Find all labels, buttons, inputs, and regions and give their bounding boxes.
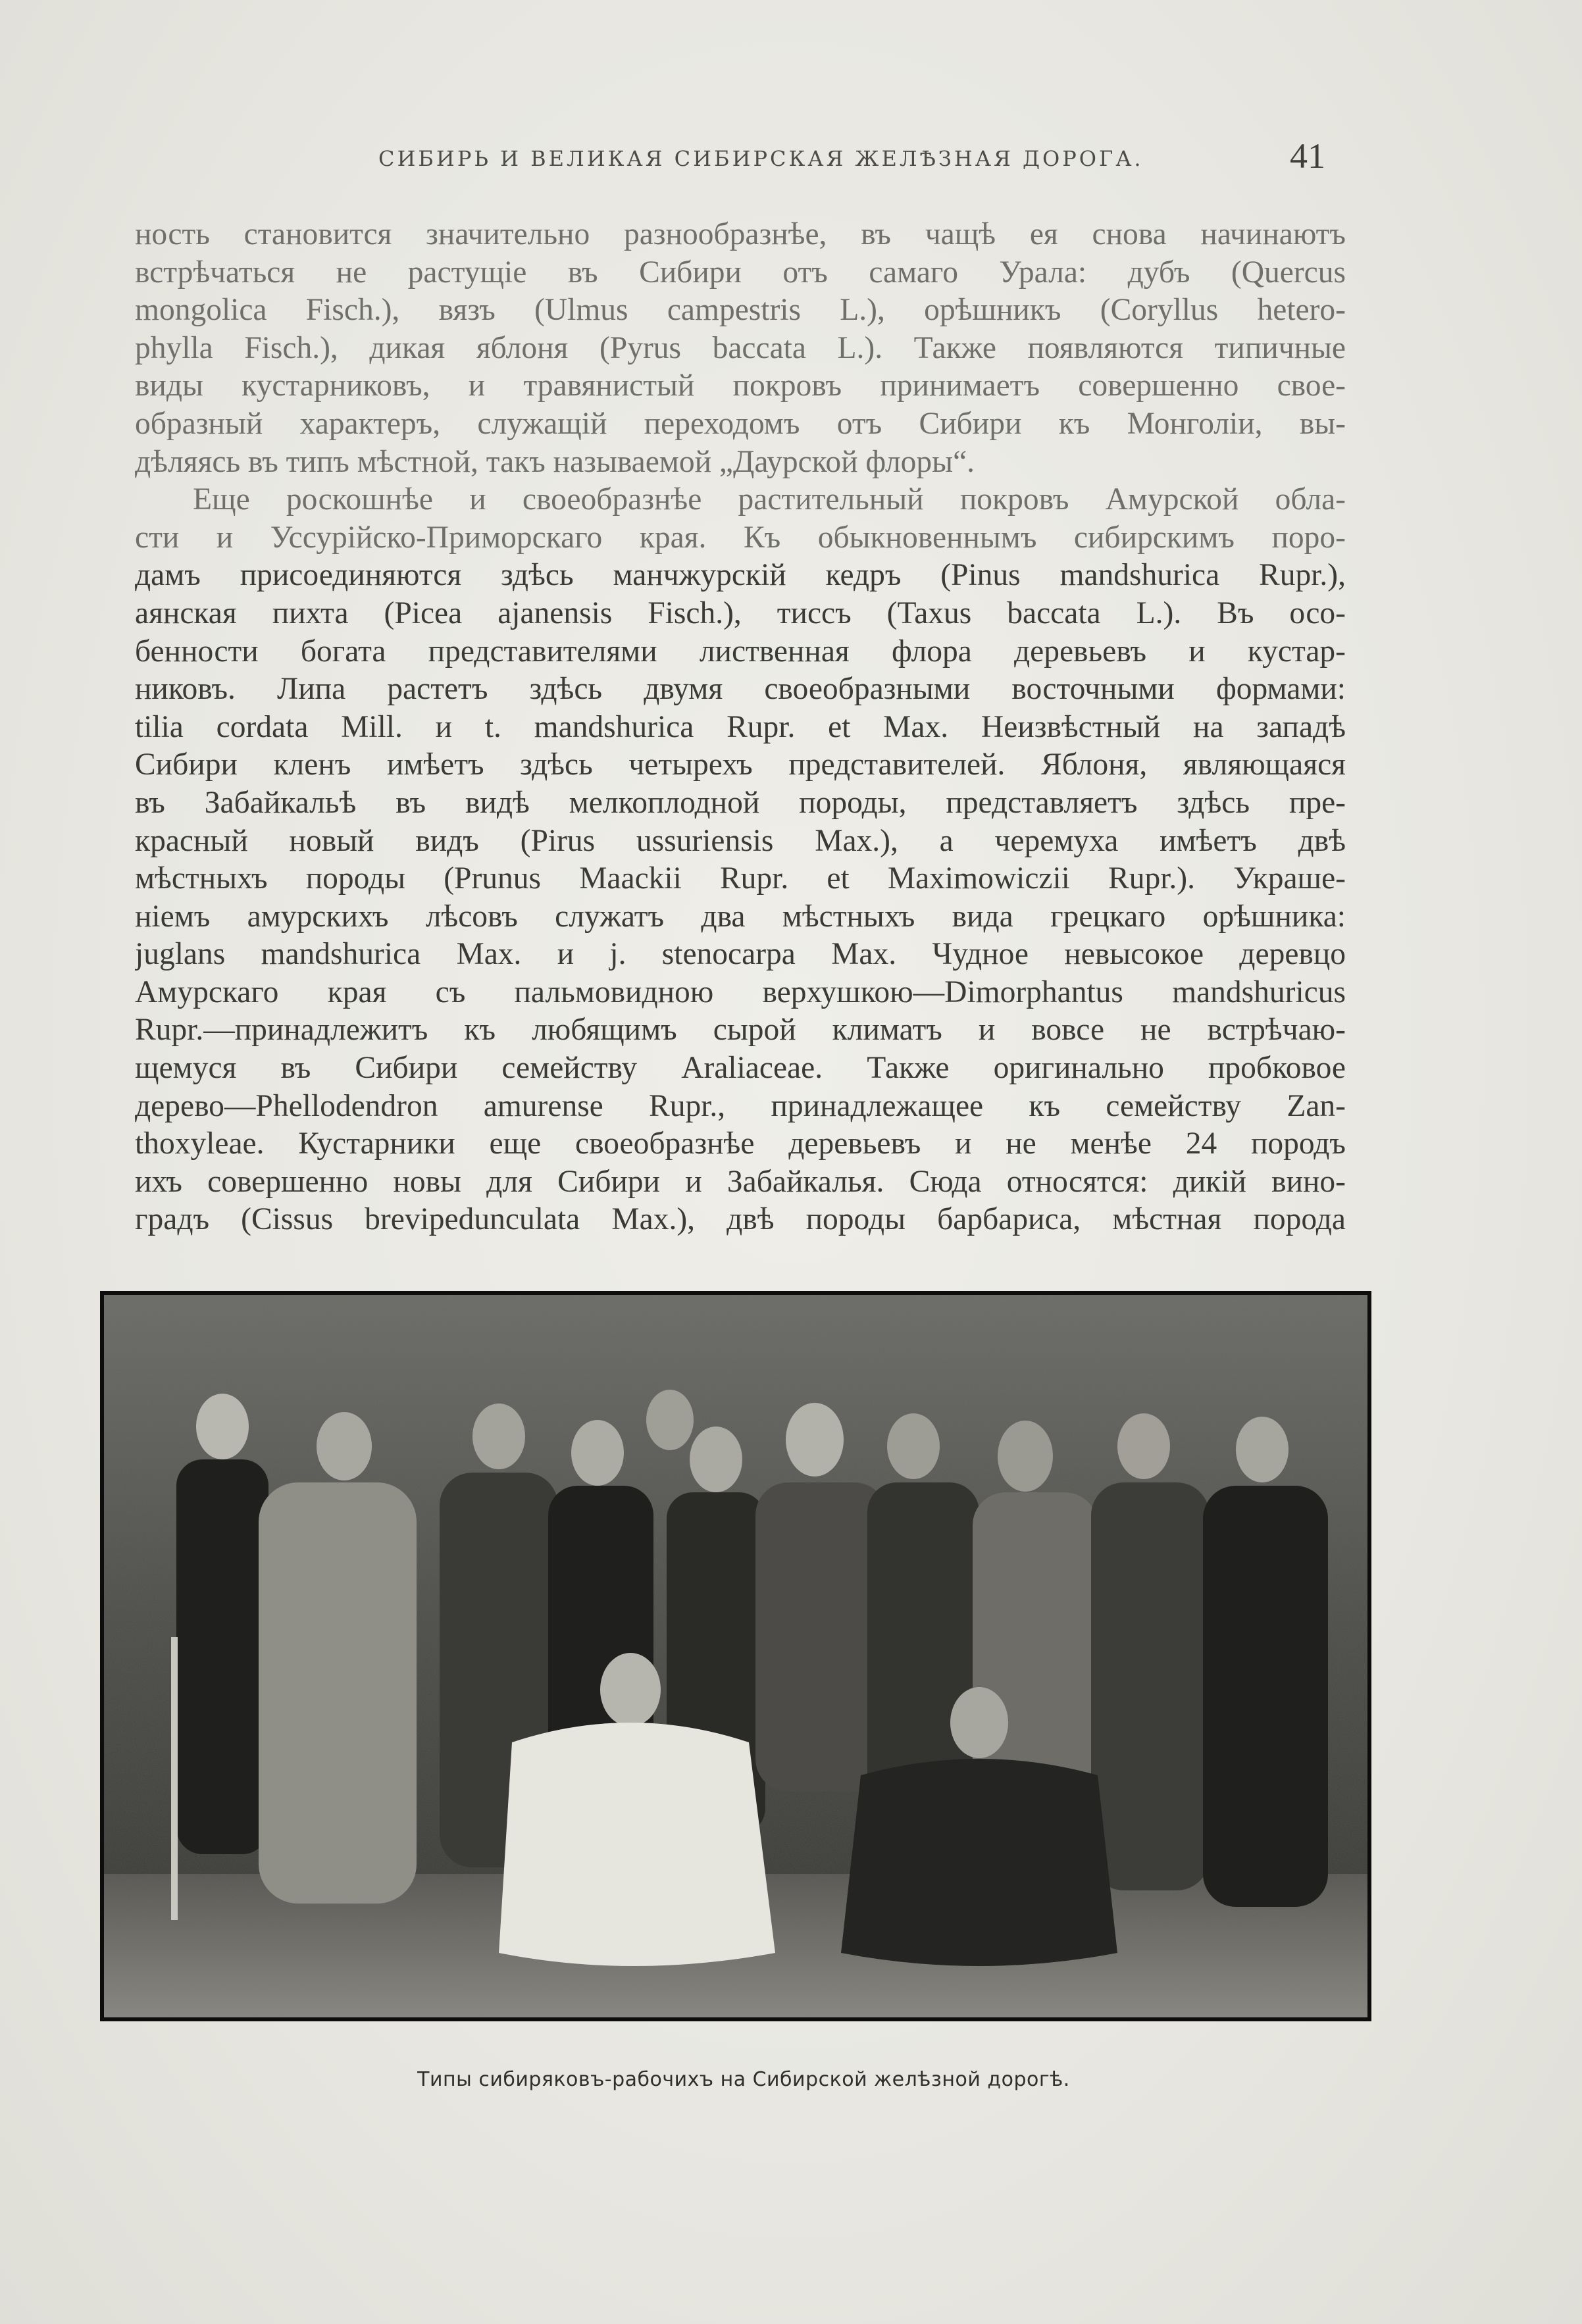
text-line: мѣстныхъ породы (Prunus Maackii Rupr. et Maximowiczii Rupr.). Украше-	[135, 861, 1346, 896]
text-line: виды кустарниковъ, и травянистый покровъ принимаетъ совершенно свое-	[135, 368, 1346, 403]
text-line: красный новый видъ (Pirus ussuriensis Max.), а черемуха имѣетъ двѣ	[135, 823, 1346, 858]
text-line: дѣляясь въ типъ мѣстной, такъ называемой „Даурской флоры“.	[135, 444, 975, 479]
walking-stick	[171, 1637, 178, 1920]
text-line: щемуся въ Сибири семейству Araliaceae. Также оригинально пробковое	[135, 1051, 1346, 1086]
page-number: 41	[1290, 136, 1325, 176]
text-line: ность становится значительно разнообразнѣе, въ чащѣ ея снова начинаютъ	[135, 217, 1346, 251]
text-line: дерево—Phellodendron amurense Rupr., принадлежащее къ семейству Zan-	[135, 1088, 1346, 1123]
text-line: сти и Уссурійско-Приморскаго края. Къ обыкновеннымъ сибирскимъ поро-	[135, 520, 1346, 555]
text-line: Rupr.—принадлежитъ къ любящимъ сырой климатъ и вовсе не встрѣчаю-	[135, 1013, 1346, 1048]
running-title: СИБИРЬ И ВЕЛИКАЯ СИБИРСКАЯ ЖЕЛѢЗНАЯ ДОРОГА.	[378, 146, 1144, 171]
body-text	[135, 216, 1346, 1239]
text-line: никовъ. Липа растетъ здѣсь двумя своеобразными восточными формами:	[135, 672, 1346, 707]
text-line: градъ (Cissus brevipedunculata Max.), двѣ породы барбариса, мѣстная порода	[135, 1202, 1346, 1237]
group-photograph	[100, 1291, 1371, 2021]
text-line: tilia cordata Mill. и t. mandshurica Rupr. et Max. Неизвѣстный на западѣ	[135, 709, 1346, 744]
text-line: встрѣчаться не растущіе въ Сибири отъ самаго Урала: дубъ (Quercus	[135, 255, 1346, 290]
text-line: mongolica Fisch.), вязъ (Ulmus campestris L.), орѣшникъ (Coryllus hetero-	[135, 293, 1346, 328]
photo-illustration	[104, 1295, 1367, 2017]
text-line: дамъ присоединяются здѣсь манчжурскій кедръ (Pinus mandshurica Rupr.),	[135, 558, 1346, 593]
figure-caption: Типы сибиряковъ-рабочихъ на Сибирской желѣзной дорогѣ.	[417, 2068, 1070, 2091]
text-line: Сибири кленъ имѣетъ здѣсь четырехъ представителей. Яблоня, являющаяся	[135, 747, 1346, 782]
text-line: thoxyleae. Кустарники еще своеобразнѣе деревьевъ и не менѣе 24 породъ	[135, 1126, 1346, 1161]
text-line: бенности богата представителями лиственная флора деревьевъ и кустар-	[135, 634, 1346, 669]
text-line: аянская пихта (Picea ajanensis Fisch.), тиссъ (Taxus baccata L.). Въ осо-	[135, 595, 1346, 630]
text-line: ніемъ амурскихъ лѣсовъ служатъ два мѣстныхъ вида грецкаго орѣшника:	[135, 899, 1346, 934]
text-line: phylla Fisch.), дикая яблоня (Pyrus baccata L.). Также появляются типичные	[135, 330, 1346, 365]
text-line: Амурскаго края съ пальмовидною верхушкою—Dimorphantus mandshuricus	[135, 974, 1346, 1009]
text-line: ихъ совершенно новы для Сибири и Забайкалья. Сюда относятся: дикій вино-	[135, 1164, 1346, 1199]
paragraph-start-line: Еще роскошнѣе и своеобразнѣе растительный покровъ Амурской обла-	[193, 482, 1346, 517]
text-line: образный характеръ, служащій переходомъ отъ Сибири къ Монголіи, вы-	[135, 406, 1346, 441]
text-line: juglans mandshurica Max. и j. stenocarpa Max. Чудное невысокое деревцо	[135, 937, 1346, 972]
text-line: въ Забайкальѣ въ видѣ мелкоплодной породы, представляетъ здѣсь пре-	[135, 785, 1346, 820]
